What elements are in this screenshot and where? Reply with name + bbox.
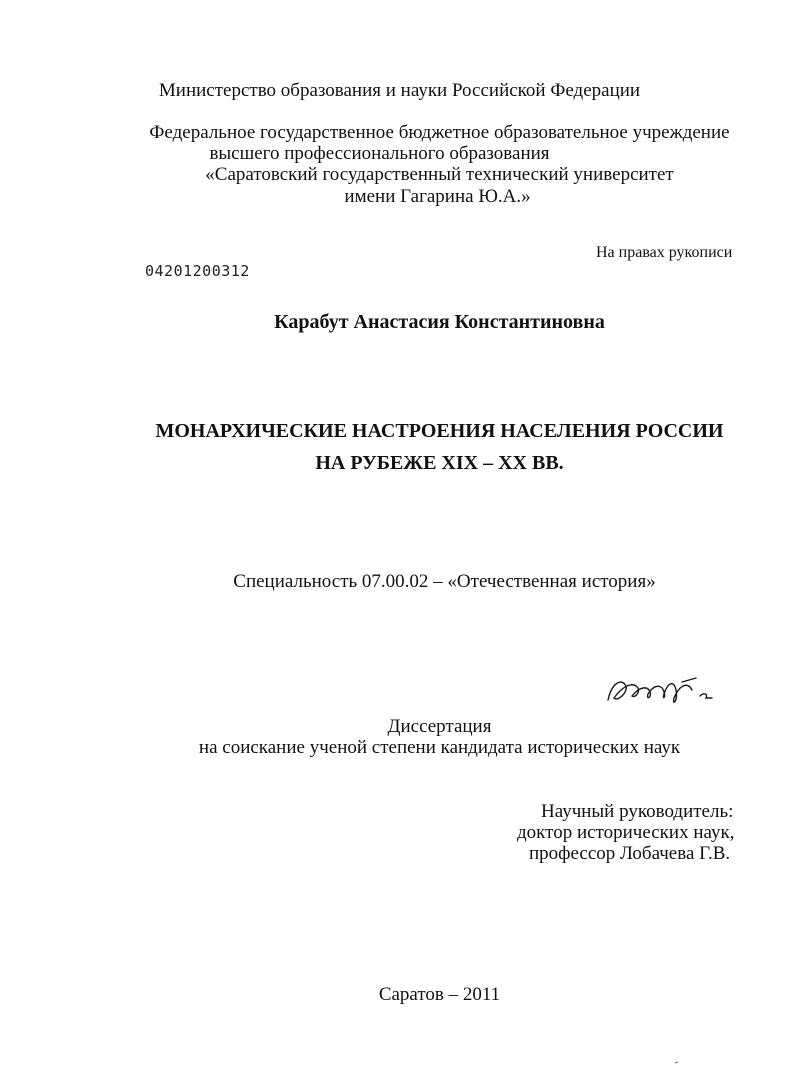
inventory-number: 04201200312: [145, 262, 250, 280]
specialty-line: Специальность 07.00.02 – «Отечественная история»: [233, 571, 656, 592]
degree-line: на соискание ученой степени кандидата исторических наук: [198, 737, 681, 758]
institution-line-4: имени Гагарина Ю.А.»: [344, 186, 531, 207]
handwritten-signature: [604, 672, 734, 712]
work-type-label: Диссертация: [387, 716, 492, 737]
dissertation-title-line-1: МОНАРХИЧЕСКИЕ НАСТРОЕНИЯ НАСЕЛЕНИЯ РОССИИ: [155, 420, 724, 442]
dissertation-title-line-2: НА РУБЕЖЕ XIX – XX ВВ.: [315, 452, 564, 474]
supervisor-label: Научный руководитель:: [541, 801, 734, 822]
city-year: Саратов – 2011: [378, 984, 501, 1005]
institution-line-2: высшего профессионального образования: [209, 143, 550, 164]
institution-line-3: «Саратовский государственный технический университет: [205, 164, 674, 185]
supervisor-degree: доктор исторических наук,: [517, 822, 735, 843]
scan-speck: [675, 1061, 678, 1063]
supervisor-name: профессор Лобачева Г.В.: [529, 843, 731, 864]
institution-line-1: Федеральное государственное бюджетное образовательное учреждение: [149, 122, 730, 143]
author-name: Карабут Анастасия Константиновна: [274, 311, 605, 333]
ministry-line: Министерство образования и науки Российской Федерации: [158, 80, 641, 101]
manuscript-note: На правах рукописи: [596, 244, 733, 261]
